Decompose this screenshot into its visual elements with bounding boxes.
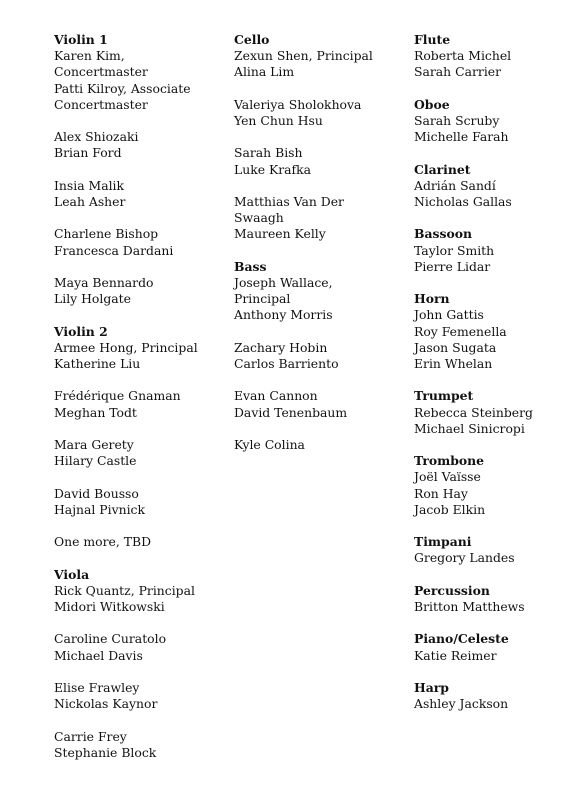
roster-entry: Zexun Shen, Principal (234, 48, 373, 64)
roster-entry: David Tenenbaum (234, 404, 348, 420)
roster-column-winds-brass-percussion (414, 32, 533, 712)
roster-entry: Luke Krafka (234, 161, 312, 177)
roster-entry: Elise Frawley (54, 679, 140, 695)
roster-entry: Sarah Bish (234, 145, 303, 161)
roster-entry: Sarah Carrier (414, 64, 502, 80)
roster-entry: Gregory Landes (414, 550, 515, 566)
roster-entry: One more, TBD (54, 534, 152, 550)
roster-column-strings-2 (234, 32, 373, 453)
section-heading: Violin 1 (54, 32, 108, 47)
roster-entry: Concertmaster (54, 96, 148, 112)
roster-entry: Leah Asher (54, 194, 126, 209)
roster-entry: Michelle Farah (414, 129, 509, 145)
section-heading: Cello (234, 32, 270, 47)
roster-entry: Pierre Lidar (414, 258, 491, 274)
section-heading: Bassoon (414, 226, 472, 242)
section-spacer (54, 518, 198, 534)
section-spacer (234, 129, 373, 145)
roster-entry: Britton Matthews (414, 598, 525, 614)
roster-entry: Armee Hong, Principal (54, 339, 198, 355)
section-spacer (414, 615, 533, 631)
roster-entry: Patti Kilroy, Associate (54, 80, 191, 96)
roster-entry: Jacob Elkin (414, 501, 486, 517)
section-heading: Timpani (414, 534, 472, 550)
roster-entry: Midori Witkowski (54, 598, 165, 614)
section-spacer (414, 81, 533, 97)
roster-entry: Sarah Scruby (414, 113, 500, 128)
roster-entry: Michael Davis (54, 647, 143, 663)
roster-entry: Concertmaster (54, 64, 148, 80)
section-heading: Oboe (414, 96, 450, 112)
roster-entry: Roberta Michel (414, 48, 512, 64)
roster-entry: Meghan Todt (54, 404, 137, 420)
roster-entry: Brian Ford (54, 145, 122, 161)
section-heading: Percussion (414, 582, 490, 598)
section-heading: Horn (414, 291, 450, 307)
section-spacer (414, 518, 533, 534)
section-heading: Bass (234, 258, 267, 274)
roster-entry: Insia Malik (54, 177, 125, 193)
section-spacer (54, 113, 198, 129)
roster-entry: Anthony Morris (234, 307, 333, 323)
section-spacer (54, 664, 198, 680)
roster-entry: Nicholas Gallas (414, 194, 512, 209)
section-spacer (54, 550, 198, 566)
roster-entry: Joseph Wallace, (234, 274, 333, 290)
roster-entry: Katherine Liu (54, 355, 141, 371)
section-spacer (54, 259, 198, 275)
roster-entry: Erin Whelan (414, 356, 493, 371)
section-spacer (54, 421, 198, 437)
roster-entry: Valeriya Sholokhova (234, 96, 362, 112)
section-heading: Harp (414, 679, 449, 695)
roster-entry: Carrie Frey (54, 728, 127, 744)
section-heading: Trombone (414, 453, 485, 469)
section-spacer (54, 162, 198, 178)
section-spacer (414, 567, 533, 583)
section-spacer (414, 664, 533, 680)
section-spacer (414, 372, 533, 388)
roster-entry: John Gattis (414, 307, 484, 323)
section-spacer (414, 145, 533, 161)
section-spacer (234, 421, 373, 437)
roster-entry: Caroline Curatolo (54, 631, 167, 647)
roster-entry: Stephanie Block (54, 744, 157, 760)
roster-entry: Roy Femenella (414, 323, 507, 339)
roster-entry: Yen Chun Hsu (234, 113, 323, 128)
section-heading: Piano/Celeste (414, 631, 509, 647)
section-spacer (414, 437, 533, 453)
roster-entry: Ron Hay (414, 485, 468, 501)
section-spacer (234, 178, 373, 194)
roster-entry: Rick Quantz, Principal (54, 582, 195, 598)
roster-entry: Carlos Barriento (234, 355, 339, 371)
roster-entry: Zachary Hobin (234, 339, 328, 355)
roster-entry: Matthias Van Der (234, 193, 344, 209)
section-spacer (234, 324, 373, 340)
roster-entry: Taylor Smith (414, 242, 495, 258)
roster-entry: Principal (234, 291, 291, 307)
roster-entry: Maureen Kelly (234, 226, 326, 242)
roster-entry: Hilary Castle (54, 453, 137, 469)
roster-entry: Karen Kim, (54, 48, 125, 64)
section-spacer (54, 615, 198, 631)
roster-entry: Lily Holgate (54, 291, 131, 307)
section-heading: Clarinet (414, 161, 471, 177)
section-spacer (234, 372, 373, 388)
section-heading: Viola (54, 566, 90, 582)
roster-entry: Evan Cannon (234, 388, 318, 404)
roster-entry: Rebecca Steinberg (414, 404, 533, 420)
section-spacer (54, 307, 198, 323)
roster-entry: Francesca Dardani (54, 242, 174, 258)
section-heading: Trumpet (414, 388, 474, 404)
section-heading: Violin 2 (54, 323, 108, 339)
roster-entry: Katie Reimer (414, 647, 497, 663)
roster-entry: Joël Vaïsse (414, 469, 481, 485)
roster-entry: Adrián Sandí (414, 177, 496, 193)
roster-entry: Alina Lim (234, 64, 295, 80)
roster-entry: Charlene Bishop (54, 226, 159, 242)
section-spacer (54, 210, 198, 226)
section-spacer (54, 712, 198, 728)
roster-entry: Alex Shiozaki (54, 129, 139, 145)
roster-entry: Frédérique Gnaman (54, 388, 181, 404)
roster-column-strings-1 (54, 32, 198, 761)
roster-entry: Jason Sugata (414, 339, 497, 355)
section-spacer (234, 81, 373, 97)
section-spacer (414, 275, 533, 291)
roster-entry: Swaagh (234, 210, 284, 226)
section-spacer (234, 243, 373, 259)
roster-entry: Nickolas Kaynor (54, 696, 158, 712)
section-spacer (54, 469, 198, 485)
roster-entry: Hajnal Pivnick (54, 501, 145, 517)
section-heading: Flute (414, 32, 451, 47)
section-spacer (54, 372, 198, 388)
roster-entry: Maya Bennardo (54, 274, 154, 290)
roster-entry: Kyle Colina (234, 436, 305, 452)
section-spacer (414, 210, 533, 226)
roster-entry: Michael Sinicropi (414, 420, 525, 436)
roster-entry: Mara Gerety (54, 436, 134, 452)
roster-entry: Ashley Jackson (414, 696, 509, 712)
roster-entry: David Bousso (54, 485, 139, 501)
